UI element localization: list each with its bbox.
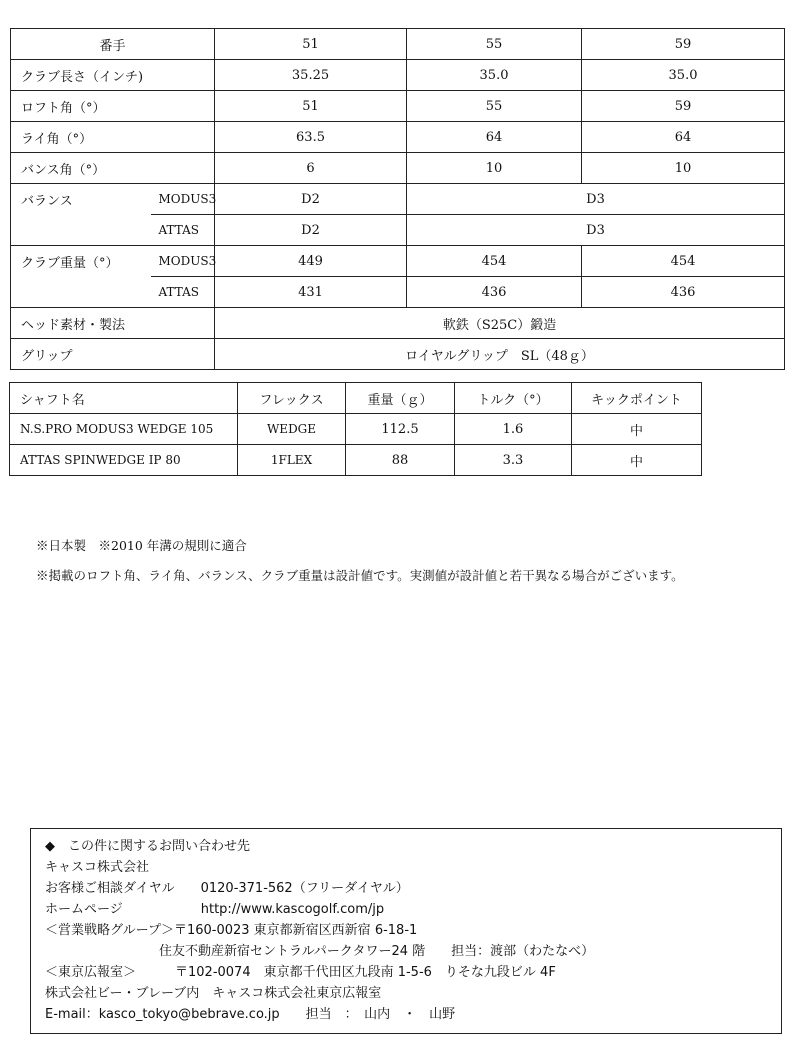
contact-sales-address: ＜営業戦略グループ＞〒160-0023 東京都新宿区西新宿 6-18-1 (45, 923, 418, 938)
shaft-sublabel: MODUS3 (151, 184, 215, 215)
table-row (11, 153, 785, 184)
cell: 6 (215, 153, 407, 184)
cell: 51 (215, 29, 407, 60)
cell: D3 (407, 215, 785, 246)
table-row (10, 445, 702, 476)
shaft-table (9, 382, 702, 476)
cell: 88 (346, 445, 455, 476)
cell: 454 (407, 246, 582, 277)
contact-homepage: ホームページ http://www.kascogolf.com/jp (45, 902, 385, 917)
cell: 35.0 (582, 60, 785, 91)
table-row (11, 60, 785, 91)
cell: D2 (215, 184, 407, 215)
cell: 10 (582, 153, 785, 184)
cell: 112.5 (346, 414, 455, 445)
cell: 35.0 (407, 60, 582, 91)
column-header: キックポイント (572, 383, 702, 414)
cell: WEDGE (238, 414, 346, 445)
grip-value: ロイヤルグリップ SL（48ｇ） (215, 339, 785, 370)
table-row (11, 339, 785, 370)
cell: 59 (582, 91, 785, 122)
table-row (11, 246, 785, 277)
cell: 1.6 (455, 414, 572, 445)
head-value: 軟鉄（S25C）鍛造 (215, 308, 785, 339)
shaft-sublabel: ATTAS (151, 277, 215, 308)
table-row (11, 184, 785, 215)
contact-pr-office: 株式会社ビー・ブレーブ内 キャスコ株式会社東京広報室 (45, 986, 382, 1001)
bounce-label: バンス角（°） (11, 153, 215, 184)
cell: 64 (407, 122, 582, 153)
cell: 51 (215, 91, 407, 122)
note-origin: ※日本製 ※2010 年溝の規則に適合 (36, 538, 247, 553)
cell: 454 (582, 246, 785, 277)
cell: 35.25 (215, 60, 407, 91)
cell: 55 (407, 91, 582, 122)
table-row (11, 122, 785, 153)
cell: D3 (407, 184, 785, 215)
table-row (11, 29, 785, 60)
number-header: 番手 (11, 29, 215, 60)
cell: 1FLEX (238, 445, 346, 476)
loft-label: ロフト角（°） (11, 91, 215, 122)
table-row (11, 308, 785, 339)
cell: 中 (572, 445, 702, 476)
contact-email: E-mail：kasco_tokyo@bebrave.co.jp 担当 ： 山内 ・ 山野 (45, 1007, 456, 1022)
length-label: クラブ長さ（インチ) (11, 60, 215, 91)
weight-label: クラブ重量（°） (11, 246, 151, 308)
cell: 436 (582, 277, 785, 308)
cell: 436 (407, 277, 582, 308)
cell: 63.5 (215, 122, 407, 153)
contact-box (30, 828, 782, 1034)
table-row (10, 414, 702, 445)
cell: 449 (215, 246, 407, 277)
column-header: トルク（°） (455, 383, 572, 414)
contact-company: キャスコ株式会社 (45, 860, 150, 875)
note-disclaimer: ※掲載のロフト角、ライ角、バランス、クラブ重量は設計値です。実測値が設計値と若干異なる場合がございます。 (36, 568, 684, 583)
contact-sales-building: 住友不動産新宿セントラルパークタワー24 階 担当：渡部（わたなべ） (159, 944, 595, 959)
column-header: シャフト名 (10, 383, 238, 414)
contact-dial: お客様ご相談ダイヤル 0120-371-562（フリーダイヤル） (45, 881, 409, 896)
cell: 中 (572, 414, 702, 445)
cell: 64 (582, 122, 785, 153)
lie-label: ライ角（°） (11, 122, 215, 153)
cell: 3.3 (455, 445, 572, 476)
cell: 10 (407, 153, 582, 184)
table-header-row (10, 383, 702, 414)
column-header: フレックス (238, 383, 346, 414)
grip-label: グリップ (11, 339, 215, 370)
table-row (11, 91, 785, 122)
cell: ATTAS SPINWEDGE IP 80 (10, 445, 238, 476)
cell: 431 (215, 277, 407, 308)
cell: 55 (407, 29, 582, 60)
cell: D2 (215, 215, 407, 246)
spec-table (10, 28, 785, 370)
column-header: 重量（ｇ） (346, 383, 455, 414)
cell: N.S.PRO MODUS3 WEDGE 105 (10, 414, 238, 445)
shaft-sublabel: ATTAS (151, 215, 215, 246)
cell: 59 (582, 29, 785, 60)
shaft-sublabel: MODUS3 (151, 246, 215, 277)
contact-title: ◆ この件に関するお問い合わせ先 (45, 839, 250, 854)
head-label: ヘッド素材・製法 (11, 308, 215, 339)
balance-label: バランス (11, 184, 151, 246)
contact-pr-address: ＜東京広報室＞ 〒102-0074 東京都千代田区九段南 1-5-6 りそな九段ビル 4F (45, 965, 556, 980)
